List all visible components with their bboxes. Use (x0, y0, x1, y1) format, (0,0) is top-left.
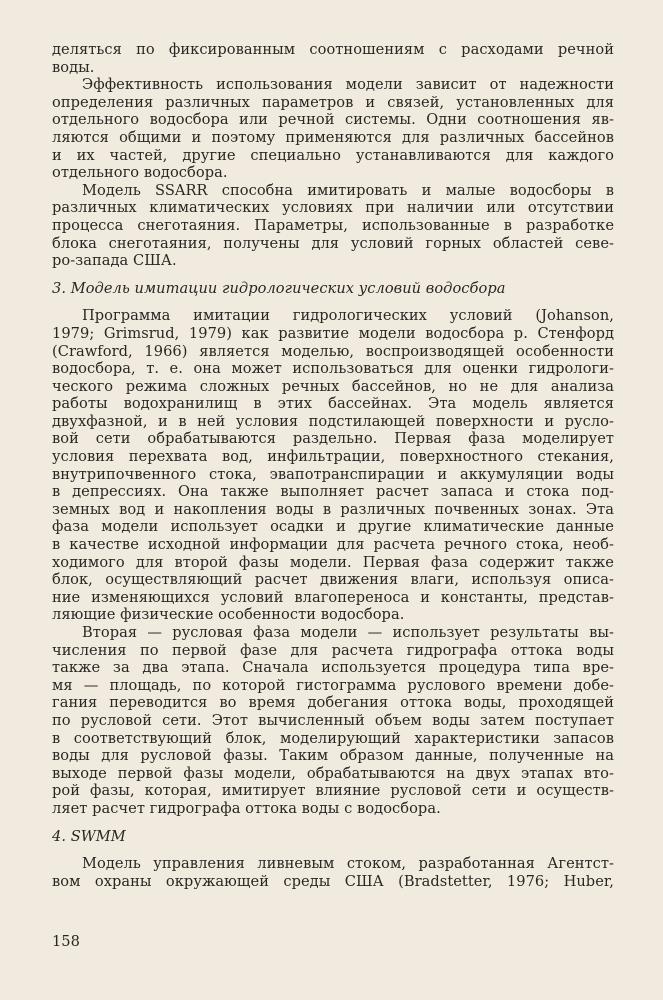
text-line: ляются общими и поэтому применяются для различных бассейнов (52, 128, 614, 146)
text-line: мя — площадь, по которой гистограмма руслового времени добе- (52, 676, 614, 694)
text-line: вой сети обрабатываются раздельно. Первая фаза моделирует (52, 430, 614, 448)
paragraph (52, 41, 614, 76)
text-line: вом охраны окружающей среды США (Bradstetter, 1976; Huber, (52, 872, 614, 890)
text-line: работы водохранилищ в этих бассейнах. Эта модель является (52, 395, 614, 413)
text-line: блока снеготаяния, получены для условий горных областей севе- (52, 234, 614, 252)
text-line: рой фазы, которая, имитирует влияние русловой сети и осуществ- (52, 782, 614, 800)
text-line: (Crawford, 1966) является моделью, воспроизводящей особенности (52, 342, 614, 360)
text-line: Эффективность использования модели зависит от надежности (82, 76, 614, 94)
text-line: отдельного водосбора. (52, 164, 228, 182)
spacer (52, 818, 614, 828)
text-line: гания переводится во время добегания оттока воды, проходящей (52, 694, 614, 712)
text-line: деляться по фиксированным соотношениям с расходами речной (52, 41, 614, 58)
text-line: внутрипочвенного стока, эвапотранспирации и аккумуляции воды (52, 465, 614, 483)
paragraph (52, 307, 614, 624)
text-line: земных вод и накопления воды в различных почвенных зонах. Эта (52, 500, 614, 518)
text-line: отдельного водосбора или речной системы. Одни соотношения яв- (52, 111, 614, 129)
text-line: условия перехвата вод, инфильтрации, поверхностного стекания, (52, 448, 614, 466)
text-line: Модель SSARR способна имитировать и малые водосборы в (82, 181, 614, 199)
text-line: Модель управления ливневым стоком, разработанная Агентст- (82, 855, 614, 873)
text-line: различных климатических условиях при наличии или отсутствии (52, 199, 614, 217)
text-line: процесса снеготаяния. Параметры, использованные в разработке (52, 216, 614, 234)
text-line: воды для русловой фазы. Таким образом данные, полученные на (52, 747, 614, 765)
section-heading: 4. SWMM (52, 827, 126, 845)
text-line: ро-запада США. (52, 252, 177, 270)
text-line: в депрессиях. Она также выполняет расчет запаса и стока под- (52, 483, 614, 501)
main-text (52, 41, 614, 890)
text-line: водосбора, т. е. она может использоваться для оценки гидрологи- (52, 360, 614, 378)
text-line: ляющие физические особенности водосбора. (52, 606, 405, 624)
text-line: 1979; Grimsrud, 1979) как развитие модели водосбора р. Стенфорд (52, 324, 614, 342)
text-line: фаза модели использует осадки и другие климатические данные (52, 518, 614, 536)
paragraph (52, 182, 614, 270)
paragraph (52, 624, 614, 818)
text-line: Программа имитации гидрологических условий (Johanson, (82, 307, 614, 325)
spacer (52, 270, 614, 280)
text-line: Вторая — русловая фаза модели — использует результаты вы- (82, 624, 614, 641)
text-line: также за два этапа. Сначала используется процедура типа вре- (52, 659, 614, 677)
text-line: по русловой сети. Этот вычисленный объем воды затем поступает (52, 711, 614, 729)
section-heading: 3. Модель имитации гидрологических условий водосбора (52, 279, 506, 297)
text-line: двухфазной, и в ней условия подстилающей поверхности и русло- (52, 412, 614, 430)
text-line: ходимого для второй фазы модели. Первая фаза содержит также (52, 553, 614, 571)
text-line: определения различных параметров и связей, установленных для (52, 93, 614, 111)
paragraph (52, 855, 614, 890)
text-line: блок, осуществляющий расчет движения влаги, используя описа- (52, 571, 614, 589)
text-line: числения по первой фазе для расчета гидрографа оттока воды (52, 641, 614, 659)
text-line: в соответствующий блок, моделирующий характеристики запасов (52, 729, 614, 747)
text-line: ческого режима сложных речных бассейнов, но не для анализа (52, 377, 614, 395)
text-line: воды. (52, 58, 95, 76)
text-line: выходе первой фазы модели, обрабатываются на двух этапах вто- (52, 764, 614, 782)
page-number: 158 (52, 933, 80, 950)
spacer (52, 297, 614, 307)
spacer (52, 845, 614, 855)
text-line: ние изменяющихся условий влагопереноса и константы, представ- (52, 588, 614, 606)
text-line: ляет расчет гидрографа оттока воды с водосбора. (52, 799, 441, 817)
paragraph (52, 76, 614, 182)
text-line: в качестве исходной информации для расчета речного стока, необ- (52, 536, 614, 554)
text-line: и их частей, другие специально устанавливаются для каждого (52, 146, 614, 164)
